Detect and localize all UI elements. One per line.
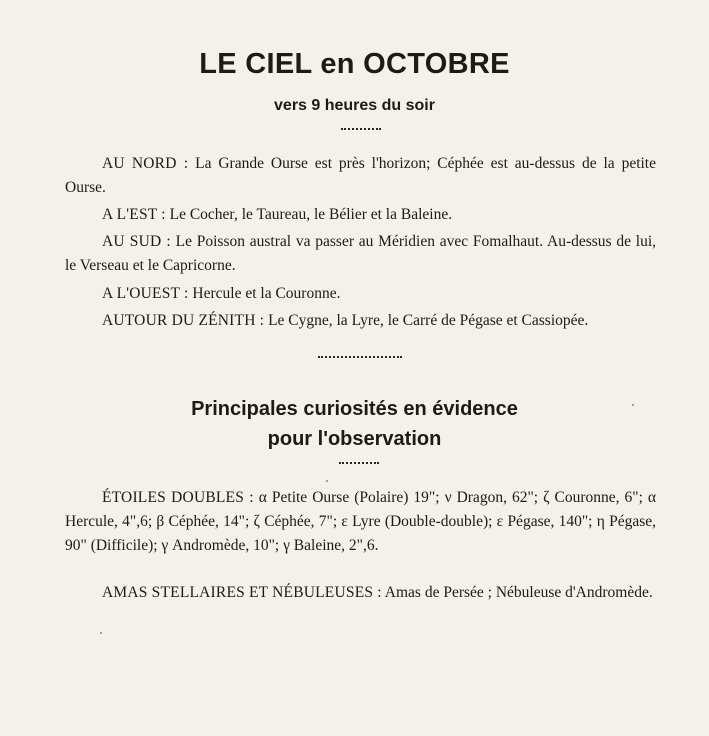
page-subtitle: vers 9 heures du soir <box>274 97 435 114</box>
direction-label: AU SUD : <box>102 233 171 250</box>
curiosity-text: Amas de Persée ; Nébuleuse d'Andromède. <box>381 584 653 601</box>
direction-text: Le Cygne, la Lyre, le Carré de Pégase et Cassiopée. <box>264 312 589 329</box>
direction-sud <box>65 230 656 278</box>
direction-text: Le Cocher, le Taureau, le Bélier et la Baleine. <box>165 206 453 223</box>
section-heading-line1: Principales curiosités en évidence <box>191 398 518 420</box>
direction-label: A L'EST : <box>102 206 166 223</box>
paper-speck <box>632 404 634 406</box>
curiosity-amas <box>65 581 656 605</box>
direction-text: La Grande Ourse est près l'horizon; Céphée est au-dessus de la petite Ourse. <box>65 155 656 196</box>
curiosity-label: AMAS STELLAIRES ET NÉBULEUSES : <box>102 584 382 601</box>
direction-zenith <box>65 309 656 333</box>
dotted-separator <box>318 356 402 358</box>
curiosity-doubles <box>65 486 656 558</box>
direction-est <box>65 203 656 227</box>
direction-label: A L'OUEST : <box>102 285 189 302</box>
direction-nord <box>65 152 656 200</box>
direction-label: AUTOUR DU ZÉNITH : <box>102 312 265 329</box>
direction-text: Le Poisson austral va passer au Méridien avec Fomalhaut. Au-dessus de lui, le Verseau et le Capricorne. <box>65 233 656 274</box>
curiosity-text: α Petite Ourse (Polaire) 19"; ν Dragon, 62"; ζ Couronne, 6"; α Hercule, 4",6; β Céphée, 14"; ζ Céphée, 7"; ε Lyre (Double-double); ε Pégase, 140"; η Pégase, 90" (Difficile); γ Andromède, 10"; γ Baleine, 2",6. <box>65 489 657 554</box>
direction-label: AU NORD : <box>102 155 189 172</box>
direction-ouest <box>65 282 656 306</box>
direction-text: Hercule et la Couronne. <box>188 285 341 302</box>
paper-speck <box>326 480 328 482</box>
curiosity-label: ÉTOILES DOUBLES : <box>102 489 254 506</box>
page-title: LE CIEL en OCTOBRE <box>199 48 510 80</box>
paper-speck <box>100 632 102 634</box>
dotted-separator <box>341 128 381 130</box>
dotted-separator <box>339 462 379 464</box>
section-heading-line2: pour l'observation <box>267 428 442 450</box>
